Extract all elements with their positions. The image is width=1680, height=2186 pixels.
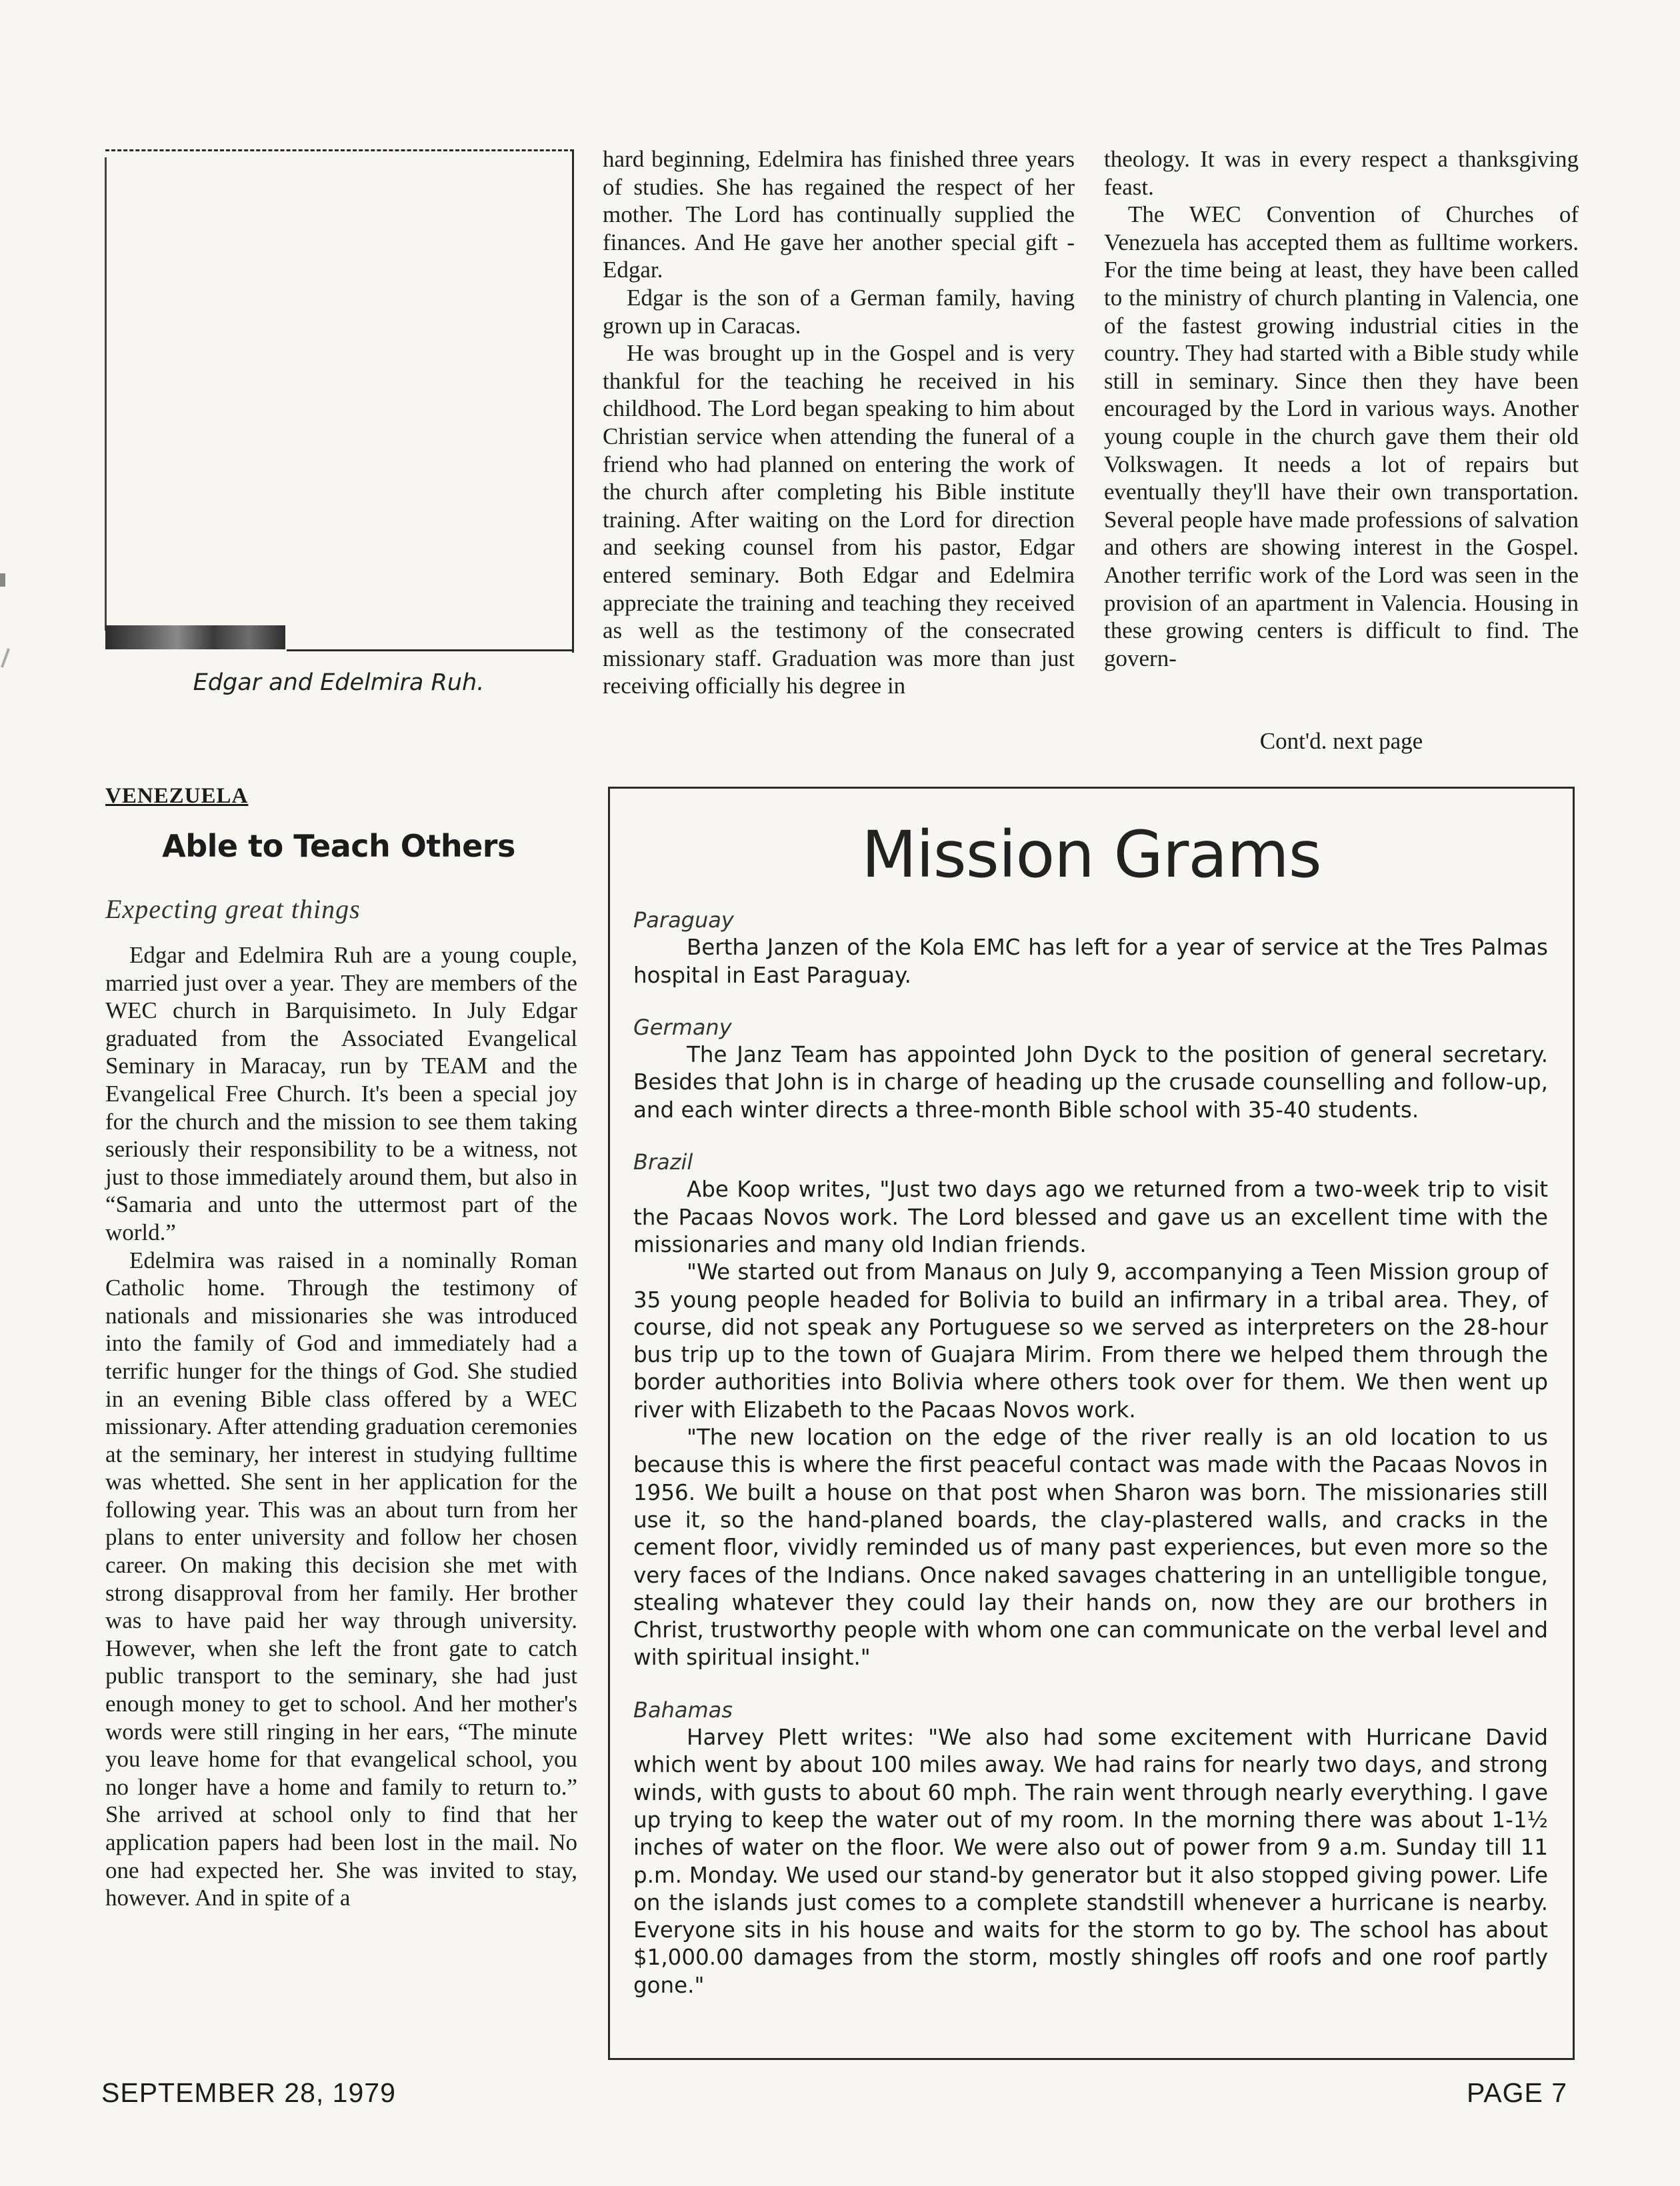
photo-caption: Edgar and Edelmira Ruh. — [193, 669, 485, 696]
article-paragraph: He was brought up in the Gospel and is very thankful for the teaching he received in his childhood. The Lord began speaking to him about Christian service when attending the funeral of a friend who had planned on entering the work of the church after completing his Bible institute training. After waiting on the Lord for direction and seeking counsel from his pastor, Edgar entered seminary. Both Edgar and Edelmira appreciate the training and teaching they received as well as the testimony of the consecrated missionary staff. Graduation was more than just receiving officially his degree in — [603, 340, 1075, 699]
gram-region: Paraguay — [633, 907, 734, 933]
article-paragraph: Edgar is the son of a German family, having grown up in Caracas. — [603, 284, 1075, 339]
article-column-left — [105, 941, 577, 1912]
article-column-right — [1104, 145, 1579, 672]
article-paragraph: theology. It was in every respect a thanksgiving feast. — [1104, 146, 1579, 200]
gram-paragraph: Harvey Plett writes: "We also had some excitement with Hurricane David which went by about 100 miles away. We had rains for nearly two days, and strong winds, with gusts to about 60 mph. The rain went through nearly everything. I gave up trying to keep the water out of my room. In the morning there was about 1-1½ inches of water on the floor. We were also out of power from 9 a.m. Sunday till 11 p.m. Monday. We used our stand-by generator but it also stopped giving power. Life on the islands just comes to a complete standstill whenever a hurricane is nearby. Everyone sits in his house and waits for the storm to go by. The school has about $1,000.00 damages from the storm, mostly shingles off roofs and one roof partly gone." — [633, 1725, 1548, 1998]
footer-date: SEPTEMBER 28, 1979 — [101, 2077, 396, 2108]
article-kicker: Expecting great things — [105, 894, 361, 924]
article-headline: Able to Teach Others — [162, 828, 515, 864]
gram-entry — [633, 1697, 1548, 1999]
gram-entry — [633, 907, 1548, 989]
article-paragraph: The WEC Convention of Churches of Venezuela has accepted them as fulltime workers. For the time being at least, they have been called to the ministry of church planting in Valencia, one of the fastest growing industrial cities in the country. They had started with a Bible study while still in seminary. Since then they have been encouraged by the Lord in various ways. Another young couple in the church gave them their old Volkswagen. It needs a lot of repairs but eventually they'll have their own transportation. Several people have made professions of salvation and others are showing interest in the Gospel. Another terrific work of the Lord was seen in the provision of an apartment in Valencia. Housing in these growing centers is difficult to find. The govern- — [1104, 201, 1579, 671]
page-number: PAGE 7 — [1467, 2077, 1568, 2108]
article-paragraph: hard beginning, Edelmira has finished three years of studies. She has regained the respect of her mother. The Lord has continually supplied the finances. And He gave her another special gift - Edgar. — [603, 146, 1075, 283]
photo-frame — [105, 149, 574, 653]
photo-frame-edge — [105, 157, 107, 631]
gram-region: Bahamas — [633, 1697, 733, 1723]
article-column-middle — [603, 145, 1075, 700]
article-paragraph: Edgar and Edelmira Ruh are a young couple, married just over a year. They are members of the WEC church in Barquisimeto. In July Edgar graduated from the Associated Evangelical Seminary in Maracay, run by TEAM and the Evangelical Free Church. It's been a special joy for the church and the mission to see them taking seriously their responsibility to be a witness, not just to those immediately around them, but also in “Samaria and unto the uttermost part of the world.” — [105, 942, 577, 1245]
gram-paragraph: "We started out from Manaus on July 9, accompanying a Teen Mission group of 35 young people headed for Bolivia to build an infirmary in a tribal area. They, of course, did not speak any Portuguese so we served as interpreters on the 28-hour bus trip up to the town of Guajara Mirim. From there we helped them through the border authorities into Bolivia where others took over for them. We then went up river with Elizabeth to the Pacaas Novos work. — [633, 1259, 1548, 1423]
section-label: VENEZUELA — [105, 784, 249, 808]
gram-entry — [633, 1149, 1548, 1672]
gram-paragraph: The Janz Team has appointed John Dyck to the position of general secretary. Besides that John is in charge of heading up the crusade counselling and follow-up, and each winter directs a three-month Bible school with 35-40 students. — [633, 1042, 1548, 1123]
gram-paragraph: "The new location on the edge of the river really is an old location to us because this is where the first peaceful contact was made with the Pacaas Novos in 1956. We built a house on that post when Sharon was born. The missionaries still use it, so the hand-planed boards, the clay-plastered walls, and cracks in the cement floor, vividly reminded us of many past experiences, but even more so the very faces of the Indians. Once naked savages chattering in an untelligible tongue, stealing whatever they could lay their hands on, now they are our brothers in Christ, trustworthy people with whom one can communicate on the verbal level and with spiritual insight." — [633, 1425, 1548, 1671]
scan-edge-mark — [1, 648, 10, 668]
photo-frame-bottom — [287, 649, 572, 651]
gram-region: Germany — [633, 1014, 732, 1040]
gram-paragraph: Abe Koop writes, "Just two days ago we returned from a two-week trip to visit the Pacaas Novos work. The Lord blessed and gave us an excellent time with the missionaries and many old Indian friends. — [633, 1177, 1548, 1257]
gram-region: Brazil — [633, 1149, 693, 1175]
mission-grams-title: Mission Grams — [861, 817, 1321, 892]
gram-paragraph: Bertha Janzen of the Kola EMC has left for a year of service at the Tres Palmas hospital in East Paraguay. — [633, 935, 1548, 988]
photo-image-remnant — [105, 625, 285, 649]
mission-grams-body — [633, 907, 1548, 2024]
continued-notice: Cont'd. next page — [1259, 728, 1423, 754]
gram-entry — [633, 1014, 1548, 1124]
article-paragraph: Edelmira was raised in a nominally Roman Catholic home. Through the testimony of nationals and missionaries she was introduced into the family of God and immediately had a terrific hunger for the things of God. She studied in an evening Bible class offered by a WEC missionary. After attending graduation ceremonies at the seminary, her interest in studying fulltime was whetted. She sent in her application for the following year. This was an about turn from her plans to enter university and follow her chosen career. On making this decision she met with strong disapproval from her family. Her brother was to have paid her way through university. However, when she left the front gate to catch public transport to the seminary, she had just enough money to get to school. And her mother's words were still ringing in her ears, “The minute you leave home for that evangelical school, you no longer have a home and family to return to.” She arrived at school only to find that her application papers had been lost in the mail. No one had expected her. She was invited to stay, however. And in spite of a — [105, 1247, 577, 1911]
scan-edge-mark — [0, 573, 5, 587]
